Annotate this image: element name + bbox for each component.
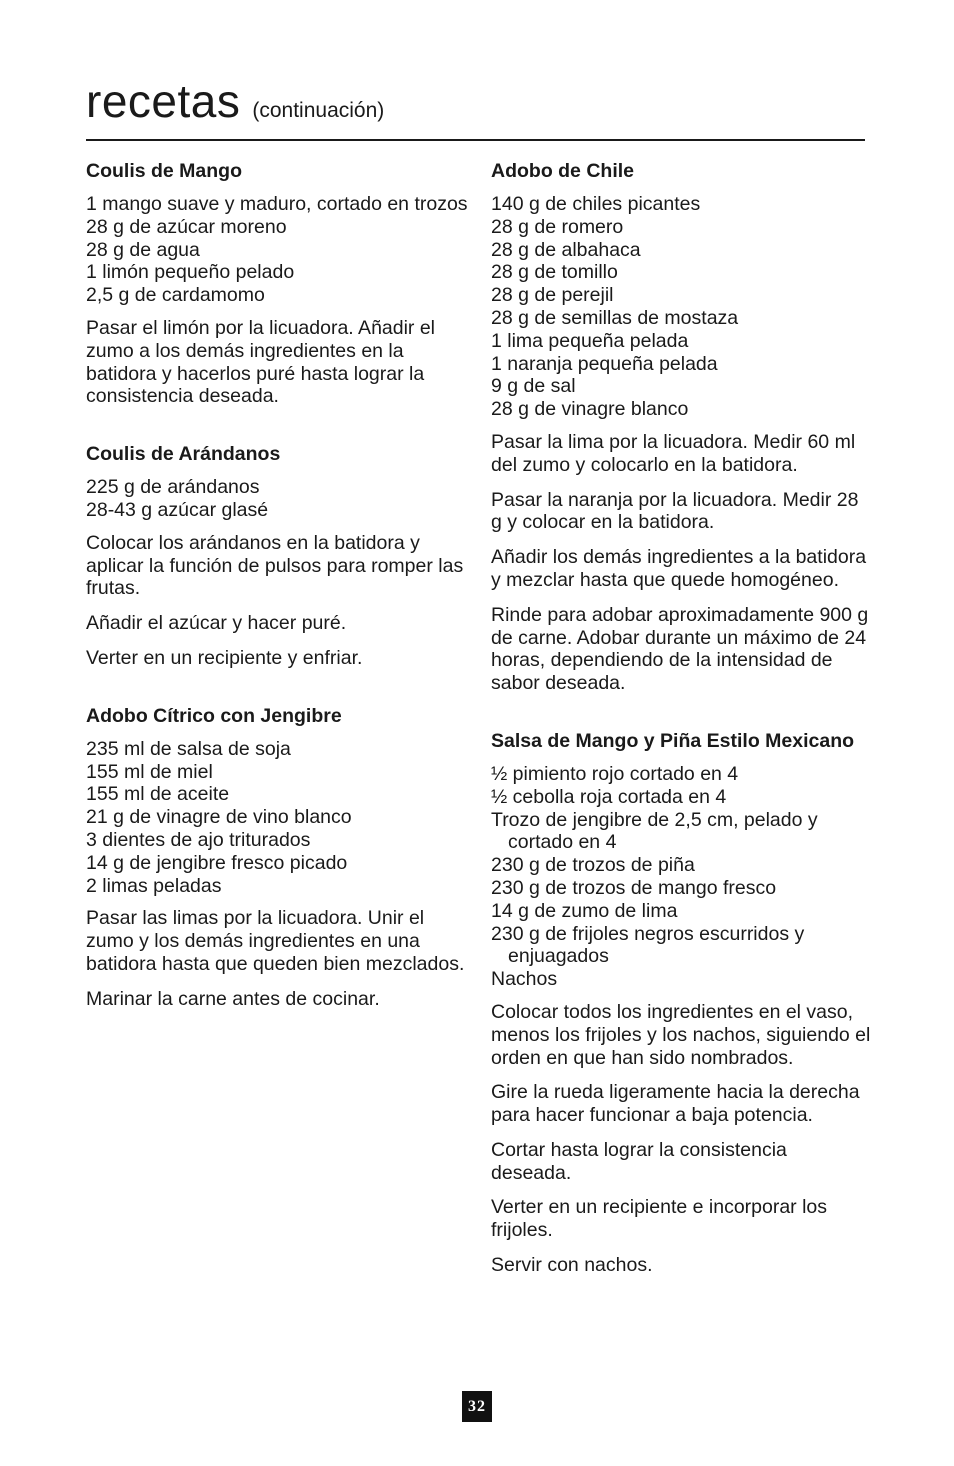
recipe-title: Coulis de Mango	[86, 160, 242, 182]
ingredient-item: 155 ml de miel	[86, 760, 213, 783]
ingredient-list	[491, 763, 871, 991]
ingredient-item: 28 g de agua	[86, 238, 200, 261]
instruction-step: Cortar hasta lograr la consistencia deseada.	[491, 1138, 787, 1184]
ingredient-item: 235 ml de salsa de soja	[86, 737, 291, 760]
recipe-block	[491, 158, 871, 695]
recipe-block	[86, 441, 468, 670]
ingredient-item: 1 lima pequeña pelada	[491, 329, 689, 352]
ingredient-list	[86, 193, 468, 307]
instruction-step: Gire la rueda ligeramente hacia la derecha para hacer funcionar a baja potencia.	[491, 1081, 860, 1127]
ingredient-list	[86, 476, 468, 522]
ingredient-item: 1 naranja pequeña pelada	[491, 352, 718, 375]
page-subtitle: (continuación)	[252, 99, 385, 122]
ingredient-item: 28 g de tomillo	[491, 261, 618, 284]
ingredient-item: 28 g de romero	[491, 215, 624, 238]
ingredient-item: 2 limas peladas	[86, 874, 222, 897]
ingredient-item: 155 ml de aceite	[86, 783, 230, 806]
ingredient-item: 9 g de sal	[491, 375, 576, 398]
ingredient-item: 2,5 g de cardamomo	[86, 284, 265, 307]
ingredient-item: 230 g de trozos de piña	[491, 854, 695, 877]
page-title: recetas	[86, 75, 241, 127]
header-divider	[86, 139, 865, 141]
instruction-step: Pasar las limas por la licuadora. Unir el zumo y los demás ingredientes en una batidora hasta que queden bien mezclados.	[86, 907, 465, 975]
ingredient-item: ½ cebolla roja cortada en 4	[491, 785, 727, 808]
recipe-block	[86, 158, 468, 408]
recipe-title: Coulis de Arándanos	[86, 443, 281, 466]
instruction-step: Verter en un recipiente y enfriar.	[86, 646, 363, 669]
instruction-step: Colocar los arándanos en la batidora y aplicar la función de pulsos para romper las frutas.	[86, 531, 464, 600]
ingredient-item: 28-43 g azúcar glasé	[86, 498, 269, 521]
instruction-step: Añadir los demás ingredientes a la batidora y mezclar hasta que quede homogéneo.	[491, 546, 867, 591]
instruction-step: Servir con nachos.	[491, 1254, 653, 1277]
ingredient-item: 1 limón pequeño pelado	[86, 261, 295, 284]
instruction-step: Pasar el limón por la licuadora. Añadir el zumo a los demás ingredientes en la batidora y hacerlos puré hasta lograr la consistencia deseada.	[86, 316, 436, 408]
ingredient-item: ½ pimiento rojo cortado en 4	[491, 762, 739, 785]
page-number: 32	[462, 1391, 492, 1422]
page-header	[86, 75, 865, 127]
ingredient-item: 14 g de jengibre fresco picado	[86, 851, 348, 874]
ingredient-list	[491, 193, 871, 421]
instruction-step: Colocar todos los ingredientes en el vaso, menos los frijoles y los nachos, siguiendo el orden en que han sido nombrados.	[491, 1000, 871, 1069]
ingredient-item: 230 g de trozos de mango fresco	[491, 876, 777, 899]
ingredient-item: Nachos	[491, 968, 558, 991]
recipe-block	[491, 728, 871, 1277]
ingredient-item: 28 g de vinagre blanco	[491, 398, 689, 421]
ingredient-item: 140 g de chiles picantes	[491, 193, 701, 215]
ingredient-item: 28 g de perejil	[491, 284, 614, 307]
instruction-step: Añadir el azúcar y hacer puré.	[86, 612, 347, 635]
recipe-block	[86, 703, 468, 1011]
instruction-step: Verter en un recipiente e incorporar los frijoles.	[491, 1196, 828, 1242]
ingredient-item: 225 g de arándanos	[86, 476, 260, 499]
recipe-title: Adobo de Chile	[491, 160, 634, 182]
left-column	[86, 158, 468, 1044]
recipe-title: Adobo Cítrico con Jengibre	[86, 704, 342, 727]
instruction-step: Pasar la lima por la licuadora. Medir 60 ml del zumo y colocarlo en la batidora.	[491, 430, 856, 476]
ingredient-item: 1 mango suave y maduro, cortado en trozos	[86, 193, 468, 215]
instruction-step: Pasar la naranja por la licuadora. Medir 28 g y colocar en la batidora.	[491, 488, 859, 534]
ingredient-item: 3 dientes de ajo triturados	[86, 828, 311, 851]
ingredient-item: 21 g de vinagre de vino blanco	[86, 806, 352, 829]
ingredient-item: 28 g de semillas de mostaza	[491, 306, 739, 329]
ingredient-list	[86, 738, 468, 898]
recipe-title: Salsa de Mango y Piña Estilo Mexicano	[491, 729, 855, 752]
right-column	[491, 158, 871, 1310]
ingredient-item: 230 g de frijoles negros escurridos y enjuagados	[491, 922, 805, 968]
instruction-step: Rinde para adobar aproximadamente 900 g de carne. Adobar durante un máximo de 24 horas, dependiendo de la intensidad de sabor deseada.	[491, 603, 869, 695]
ingredient-item: 14 g de zumo de lima	[491, 899, 678, 922]
ingredient-item: 28 g de albahaca	[491, 238, 641, 261]
ingredient-item: 28 g de azúcar moreno	[86, 215, 287, 238]
instruction-step: Marinar la carne antes de cocinar.	[86, 987, 380, 1010]
ingredient-item: Trozo de jengibre de 2,5 cm, pelado y cortado en 4	[491, 808, 818, 854]
